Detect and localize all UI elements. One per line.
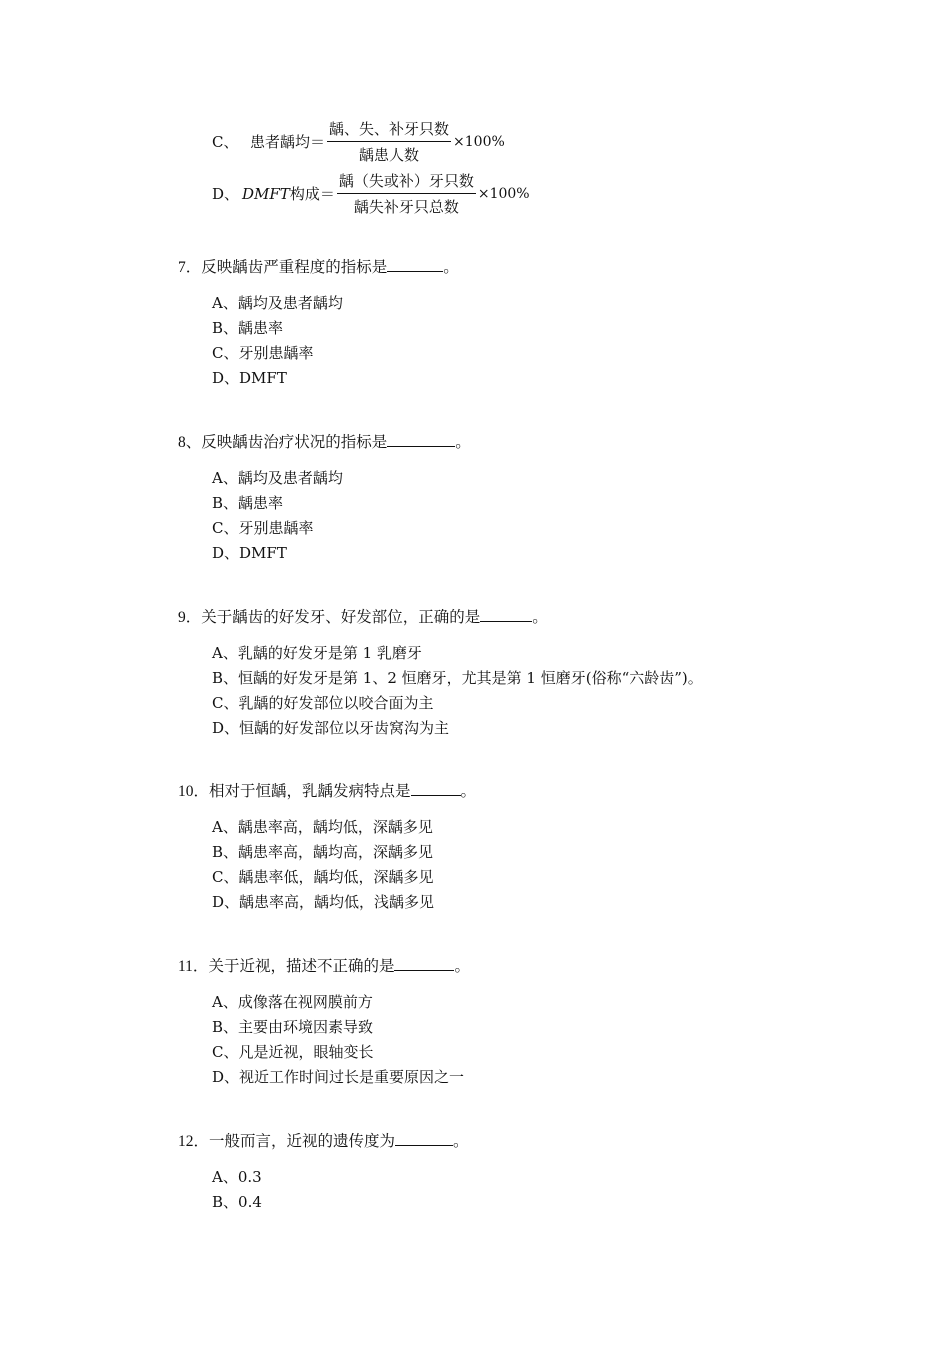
question-title [178, 606, 878, 628]
formula-option-d [212, 170, 530, 217]
formula-lhs: 患者龋均＝ [250, 133, 326, 151]
fraction-denominator: 龋失补牙只总数 [353, 198, 459, 216]
formula-expression [242, 170, 530, 217]
question-number: 8、 [178, 434, 202, 451]
question-end: 。 [455, 433, 471, 451]
question-title [178, 1130, 878, 1152]
option-a[interactable]: A、龋均及患者龋均 [212, 294, 343, 312]
option-list [178, 291, 878, 391]
question-stem: 反映龋齿严重程度的指标是 [201, 258, 388, 276]
question-stem: 相对于恒龋，乳龋发病特点是 [209, 782, 411, 800]
formula-lhs: 构成＝ [289, 185, 335, 203]
question-7 [178, 256, 878, 391]
option-d[interactable]: D、视近工作时间过长是重要原因之一 [212, 1068, 465, 1086]
option-d[interactable]: D、龋患率高，龋均低，浅龋多见 [212, 893, 435, 911]
answer-blank[interactable] [394, 956, 454, 971]
option-d[interactable]: D、DMFT [212, 369, 287, 387]
option-label: C、 [212, 133, 239, 151]
question-title [178, 431, 878, 453]
question-stem: 关于龋齿的好发牙、好发部位，正确的是 [201, 608, 481, 626]
option-c[interactable]: C、牙别患龋率 [212, 519, 314, 537]
question-8 [178, 431, 878, 566]
option-d[interactable]: D、DMFT [212, 544, 287, 562]
formula-expression [250, 118, 505, 165]
answer-blank[interactable] [480, 607, 532, 622]
answer-blank[interactable] [411, 781, 461, 796]
option-b[interactable]: B、龋患率 [212, 319, 284, 337]
option-a[interactable]: A、0.3 [212, 1168, 262, 1186]
fraction [327, 118, 451, 165]
answer-blank[interactable] [387, 432, 455, 447]
question-number: 11． [178, 958, 209, 975]
option-c[interactable]: C、龋患率低，龋均低，深龋多见 [212, 868, 434, 886]
question-end: 。 [532, 608, 548, 626]
option-b[interactable]: B、恒龋的好发牙是第 1、2 恒磨牙，尤其是第 1 恒磨牙(俗称“六龄齿”)。 [212, 669, 703, 687]
question-end: 。 [443, 258, 459, 276]
question-12 [178, 1130, 878, 1215]
option-list [178, 466, 878, 566]
option-c[interactable]: C、乳龋的好发部位以咬合面为主 [212, 694, 434, 712]
question-number: 12． [178, 1133, 210, 1150]
option-c[interactable]: C、凡是近视，眼轴变长 [212, 1043, 374, 1061]
option-a[interactable]: A、龋患率高，龋均低，深龋多见 [212, 818, 433, 836]
option-a[interactable]: A、乳龋的好发牙是第 1 乳磨牙 [212, 644, 422, 662]
option-b[interactable]: B、龋患率高，龋均高，深龋多见 [212, 843, 434, 861]
option-b[interactable]: B、主要由环境因素导致 [212, 1018, 374, 1036]
fraction-numerator: 龋（失或补）牙只数 [337, 170, 476, 194]
question-stem: 反映龋齿治疗状况的指标是 [201, 433, 388, 451]
option-label: D、 [212, 185, 240, 203]
question-end: 。 [453, 1132, 469, 1150]
option-c[interactable]: C、牙别患龋率 [212, 344, 314, 362]
formula-option-c [212, 118, 505, 165]
answer-blank[interactable] [387, 257, 443, 272]
option-a[interactable]: A、成像落在视网膜前方 [212, 993, 373, 1011]
question-title [178, 256, 878, 278]
question-title [178, 955, 878, 977]
formula-lhs-italic: DMFT [242, 184, 290, 203]
question-number: 7． [178, 259, 202, 276]
option-list [178, 990, 878, 1090]
option-list [178, 1165, 878, 1215]
option-list [178, 815, 878, 915]
question-end: 。 [454, 957, 470, 975]
formula-suffix: ×100% [453, 133, 505, 150]
option-b[interactable]: B、龋患率 [212, 494, 284, 512]
question-9 [178, 606, 878, 741]
option-a[interactable]: A、龋均及患者龋均 [212, 469, 343, 487]
question-end: 。 [460, 782, 477, 800]
question-stem: 一般而言，近视的遗传度为 [209, 1132, 396, 1150]
fraction [337, 170, 476, 217]
option-list [178, 641, 878, 741]
fraction-numerator: 龋、失、补牙只数 [327, 118, 451, 142]
question-title [178, 780, 878, 802]
question-10 [178, 780, 878, 915]
question-number: 9． [178, 609, 202, 626]
option-b[interactable]: B、0.4 [212, 1193, 262, 1211]
question-stem: 关于近视，描述不正确的是 [208, 957, 395, 975]
answer-blank[interactable] [395, 1131, 453, 1146]
fraction-denominator: 龋患人数 [359, 146, 420, 164]
question-11 [178, 955, 878, 1090]
option-d[interactable]: D、恒龋的好发部位以牙齿窝沟为主 [212, 719, 450, 737]
question-number: 10． [178, 783, 210, 800]
formula-suffix: ×100% [477, 185, 530, 202]
